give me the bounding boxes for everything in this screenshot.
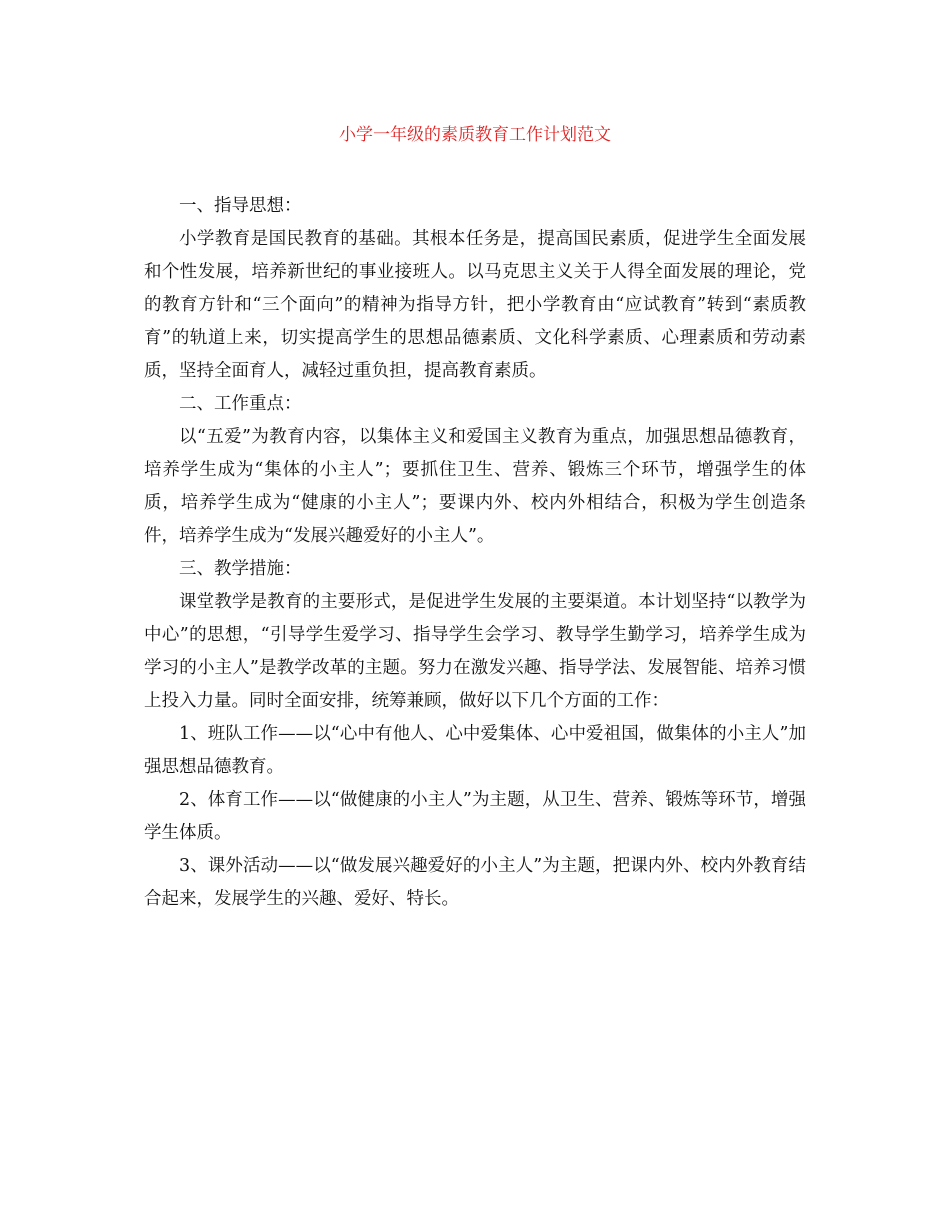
section-heading-teaching-measures: 三、教学措施： (179, 559, 302, 579)
paragraph-teaching-measures: 课堂教学是教育的主要形式，是促进学生发展的主要渠道。本计划坚持“以教学为中心”的思想，“引导学生爱学习、指导学生会学习、教导学生勤学习，培养学生成为学习的小主人”是教学改革的主题。努力在激发兴趣、指导学法、发展智能、培养习惯上投入力量。同时全面安排，统筹兼顾，做好以下几个方面的工作： (144, 592, 806, 711)
document-body (144, 190, 806, 916)
list-item-class-team-work: 1、班队工作——以“心中有他人、心中爱集体、心中爱祖国，做集体的小主人”加强思想品德教育。 (144, 724, 806, 777)
paragraph-work-focus: 以“五爱”为教育内容，以集体主义和爱国主义教育为重点，加强思想品德教育，培养学生成为“集体的小主人”；要抓住卫生、营养、锻炼三个环节，增强学生的体质，培养学生成为“健康的小主人”；要课内外、校内外相结合，积极为学生创造条件，培养学生成为“发展兴趣爱好的小主人”。 (144, 427, 806, 546)
list-item-extracurricular-activities: 3、课外活动——以“做发展兴趣爱好的小主人”为主题，把课内外、校内外教育结合起来，发展学生的兴趣、爱好、特长。 (144, 856, 806, 909)
paragraph-guiding-ideology: 小学教育是国民教育的基础。其根本任务是，提高国民素质，促进学生全面发展和个性发展，培养新世纪的事业接班人。以马克思主义关于人得全面发展的理论，党的教育方针和“三个面向”的精神为指导方针，把小学教育由“应试教育”转到“素质教育”的轨道上来，切实提高学生的思想品德素质、文化科学素质、心理素质和劳动素质，坚持全面育人，减轻过重负担，提高教育素质。 (144, 229, 806, 381)
section-heading-guiding-ideology: 一、指导思想： (179, 196, 302, 216)
document-title: 小学一年级的素质教育工作计划范文 (339, 125, 611, 145)
list-item-sports-work: 2、体育工作——以“做健康的小主人”为主题，从卫生、营养、锻炼等环节，增强学生体质。 (144, 790, 806, 843)
section-heading-work-focus: 二、工作重点： (179, 394, 302, 414)
